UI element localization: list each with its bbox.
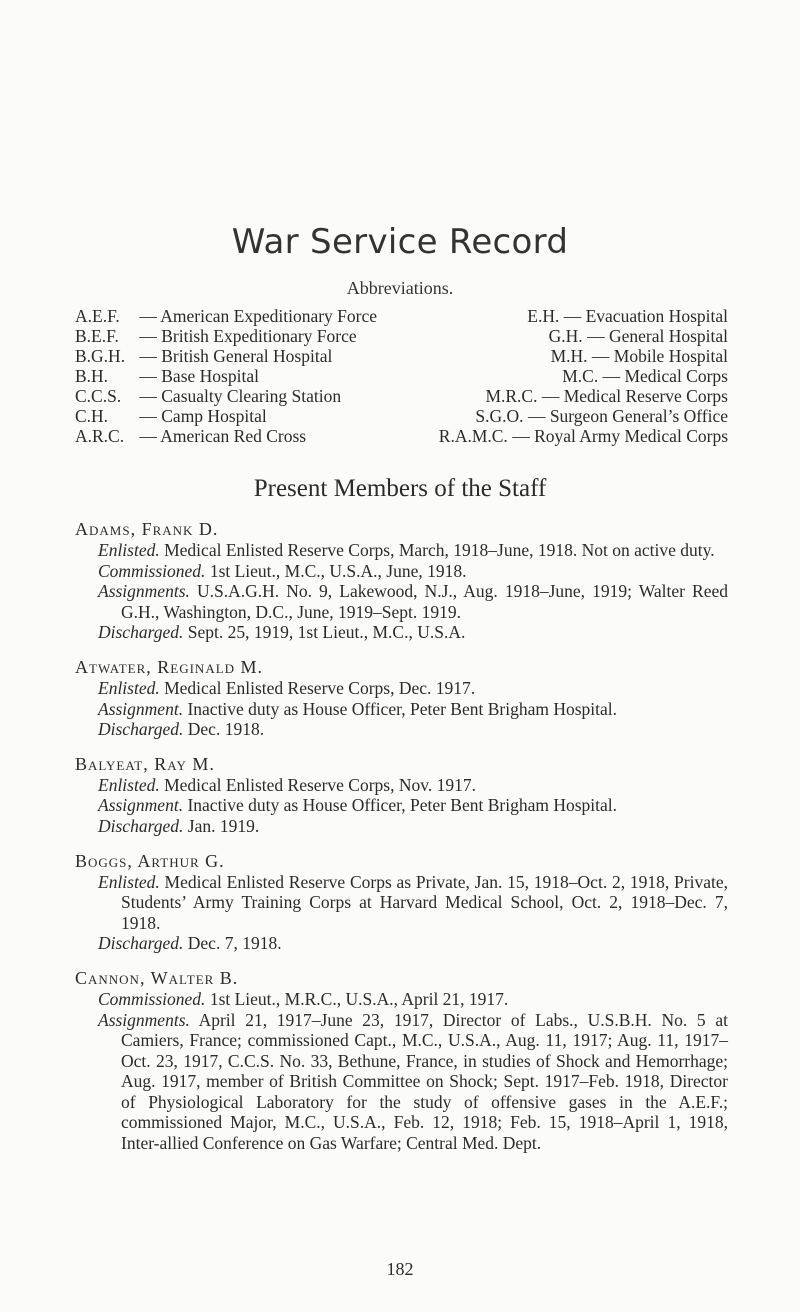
abbreviation-meaning: — Royal Army Medical Corps [512, 426, 728, 446]
abbreviation-row [439, 306, 728, 326]
abbreviations-left-column [75, 306, 377, 446]
abbreviation-row [75, 426, 377, 446]
abbreviation-code: B.E.F. [75, 326, 119, 346]
abbreviation-row [75, 406, 377, 426]
staff-entries [75, 518, 728, 1167]
abbreviation-code: C.H. [75, 406, 109, 426]
record-line [75, 989, 728, 1010]
record-text: 1st Lieut., M.R.C., U.S.A., April 21, 1917. [209, 988, 509, 1009]
abbreviation-meaning: — Evacuation Hospital [563, 306, 728, 326]
abbreviation-row [439, 406, 728, 426]
abbreviation-meaning: — Medical Reserve Corps [541, 386, 728, 406]
abbreviation-row [439, 326, 728, 346]
record-label: Assignments. [98, 1009, 190, 1030]
staff-entry [75, 850, 728, 954]
abbreviation-code: B.H. [75, 366, 109, 386]
record-text: 1st Lieut., M.C., U.S.A., June, 1918. [209, 560, 467, 581]
record-line [75, 561, 728, 582]
abbreviation-row [439, 346, 728, 366]
record-label: Enlisted. [98, 871, 160, 892]
record-line [75, 795, 728, 816]
record-label: Commissioned. [98, 560, 206, 581]
abbreviations-heading: Abbreviations. [346, 278, 454, 298]
abbreviation-meaning: — Camp Hospital [139, 406, 267, 426]
record-line [75, 719, 728, 740]
record-label: Assignments. [98, 581, 190, 602]
record-line [75, 933, 728, 954]
page-title: War Service Record [231, 222, 569, 262]
abbreviation-meaning: — Surgeon General’s Office [527, 406, 728, 426]
record-text: Dec. 7, 1918. [187, 933, 282, 954]
record-label: Discharged. [98, 622, 184, 643]
record-label: Commissioned. [98, 988, 206, 1009]
abbreviation-code: A.R.C. [75, 426, 125, 446]
abbreviation-code: A.E.F. [75, 306, 120, 326]
record-text: Medical Enlisted Reserve Corps, Nov. 1917. [164, 774, 476, 795]
record-text: Inactive duty as House Officer, Peter Bent Brigham Hospital. [187, 698, 618, 719]
abbreviation-meaning: — American Expeditionary Force [139, 306, 378, 326]
abbreviation-code: S.G.O. [475, 406, 524, 426]
record-line [75, 1010, 728, 1154]
abbreviation-row [75, 366, 377, 386]
member-name: Boggs, Arthur G. [75, 850, 225, 871]
abbreviation-meaning: — Casualty Clearing Station [139, 386, 342, 406]
staff-entry [75, 753, 728, 837]
member-name: Balyeat, Ray M. [75, 753, 215, 774]
record-text: Sept. 25, 1919, 1st Lieut., M.C., U.S.A. [187, 622, 466, 643]
member-name: Cannon, Walter B. [75, 967, 239, 988]
record-line [75, 775, 728, 796]
page-number: 182 [386, 1259, 414, 1279]
record-text: April 21, 1917–June 23, 1917, Director of Labs., U.S.B.H. No. 5 at Camiers, France; commissioned Capt., M.C., U.S.A., Aug. 11, 1917; Aug. 11, 1917–Oct. 23, 1917, C.C.S. No. 33, Bethune, France, in studies of Shock and Hemorrhage; Aug. 1917, member of British Committee on Shock; Sept. 1917–Feb. 1918, Director of Physiological Laboratory for the study of offensive gases in the A.E.F.; commissioned Major, M.C., U.S.A., Feb. 12, 1918; Feb. 15, 1918–April 1, 1918, Inter-allied Conference on Gas Warfare; Central Med. Dept. [121, 1009, 728, 1154]
abbreviation-meaning: — Base Hospital [139, 366, 259, 386]
record-text: Inactive duty as House Officer, Peter Bent Brigham Hospital. [187, 795, 618, 816]
record-label: Enlisted. [98, 677, 160, 698]
record-text: Medical Enlisted Reserve Corps, March, 1918–June, 1918. Not on active duty. [164, 540, 715, 560]
abbreviation-code: R.A.M.C. [438, 426, 508, 446]
abbreviation-row [439, 366, 728, 386]
staff-entry [75, 656, 728, 740]
abbreviation-code: M.H. [550, 346, 588, 366]
abbreviation-meaning: — British Expeditionary Force [139, 326, 357, 346]
abbreviation-row [439, 386, 728, 406]
abbreviation-row [75, 306, 377, 326]
abbreviation-row [75, 346, 377, 366]
abbreviation-meaning: — British General Hospital [139, 346, 333, 366]
member-name: Atwater, Reginald M. [75, 656, 264, 677]
staff-entry [75, 518, 728, 643]
abbreviation-code: M.R.C. [485, 386, 538, 406]
record-text: Jan. 1919. [187, 815, 260, 836]
abbreviation-code: B.G.H. [75, 346, 126, 366]
abbreviations-right-column [439, 306, 728, 446]
staff-heading: Present Members of the Staff [253, 475, 547, 502]
member-name: Adams, Frank D. [75, 519, 219, 539]
record-line [75, 678, 728, 699]
record-label: Assignment. [98, 795, 184, 816]
abbreviation-code: C.C.S. [75, 386, 122, 406]
record-text: Dec. 1918. [187, 719, 265, 740]
abbreviation-code: G.H. [548, 326, 583, 346]
record-line [75, 872, 728, 934]
record-label: Discharged. [98, 815, 184, 836]
record-label: Assignment. [98, 698, 184, 719]
abbreviation-row [75, 386, 377, 406]
abbreviation-code: M.C. [562, 366, 599, 386]
record-label: Discharged. [98, 933, 184, 954]
record-line [75, 622, 728, 643]
record-text: U.S.A.G.H. No. 9, Lakewood, N.J., Aug. 1918–June, 1919; Walter Reed G.H., Washington, D.C., June, 1919–Sept. 1919. [121, 581, 728, 622]
record-label: Enlisted. [98, 774, 160, 795]
abbreviation-meaning: — General Hospital [587, 326, 728, 346]
record-line [75, 540, 728, 561]
abbreviation-meaning: — Medical Corps [602, 366, 728, 386]
record-line [75, 699, 728, 720]
abbreviation-code: E.H. [527, 306, 560, 326]
abbreviation-meaning: — Mobile Hospital [591, 346, 728, 366]
record-label: Enlisted. [98, 540, 160, 560]
record-line [75, 581, 728, 622]
record-text: Medical Enlisted Reserve Corps as Private, Jan. 15, 1918–Oct. 2, 1918, Private, Students’ Army Training Corps at Harvard Medical School, Oct. 2, 1918–Dec. 7, 1918. [121, 871, 728, 933]
abbreviation-meaning: — American Red Cross [139, 426, 307, 446]
record-text: Medical Enlisted Reserve Corps, Dec. 1917. [164, 677, 476, 698]
staff-entry [75, 967, 728, 1154]
record-label: Discharged. [98, 719, 184, 740]
abbreviation-row [75, 326, 377, 346]
record-line [75, 816, 728, 837]
abbreviation-row [439, 426, 728, 446]
